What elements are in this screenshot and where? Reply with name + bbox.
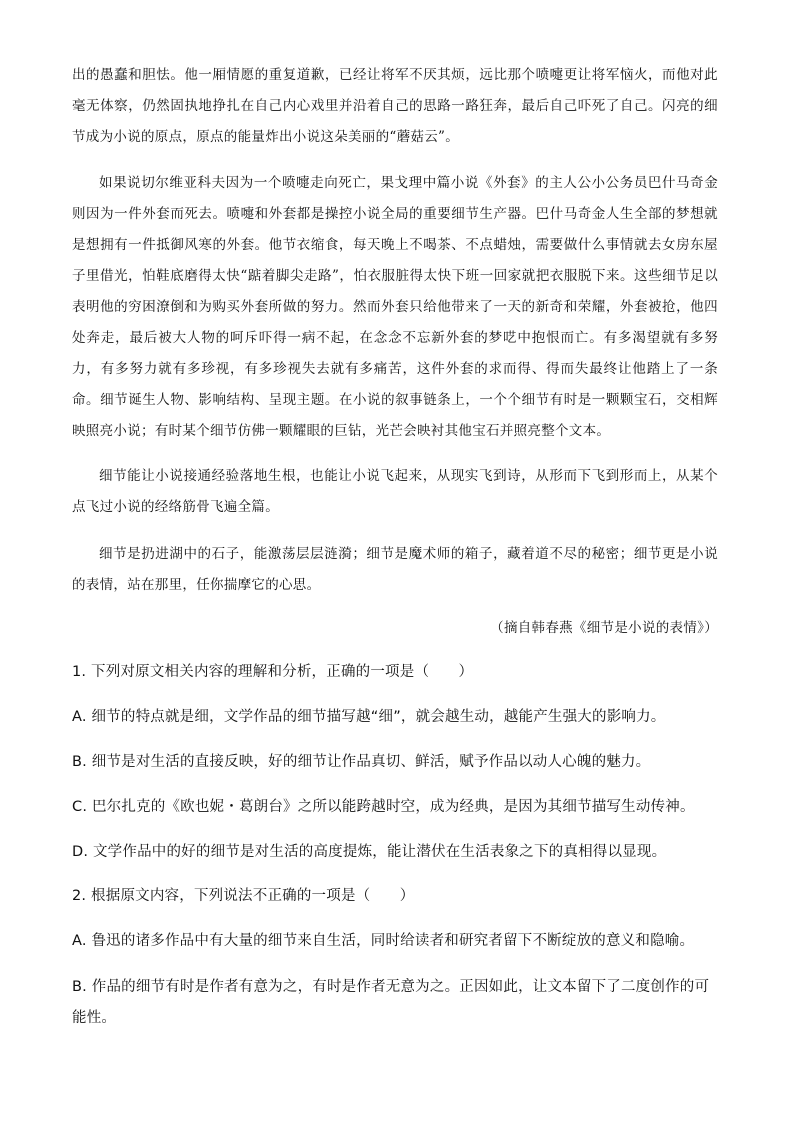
passage-paragraph: 细节是扔进湖中的石子，能激荡层层涟漪；细节是魔术师的箱子，藏着道不尽的秘密；细节更是小说的表情，站在那里，任你揣摩它的心思。	[72, 546, 718, 593]
question-1-option-a: A. 细节的特点就是细，文学作品的细节描写越“细”，就会越生动，越能产生强大的影响力。	[72, 709, 666, 725]
passage-paragraph: 如果说切尔维亚科夫因为一个喷嚏走向死亡，果戈理中篇小说《外套》的主人公小公务员巴什马奇金则因为一件外套而死去。喷嚏和外套都是操控小说全局的重要细节生产器。巴什马奇金人生全部的梦想就是想拥有一件抵御风寒的外套。他节衣缩食，每天晚上不喝茶、不点蜡烛，需要做什么事情就去女房东屋子里借光，怕鞋底磨得太快“踮着脚尖走路”，怕衣服脏得太快下班一回家就把衣服脱下来。这些细节足以表明他的穷困潦倒和为购买外套所做的努力。然而外套只给他带来了一天的新奇和荣耀，外套被抢，他四处奔走，最后被大人物的呵斥吓得一病不起，在念念不忘新外套的梦呓中抱恨而亡。有多渴望就有多努力，有多努力就有多珍视，有多珍视失去就有多痛苦，这件外套的求而得、得而失最终让他踏上了一条命。细节诞生人物、影响结构、呈现主题。在小说的叙事链条上，一个个细节有时是一颗颗宝石，交相辉映照亮小说；有时某个细节仿佛一颗耀眼的巨钻，光芒会映衬其他宝石并照亮整个文本。	[72, 175, 718, 439]
passage-source: （摘自韩春燕《细节是小说的表情》）	[490, 620, 718, 636]
question-1-stem: 1. 下列对原文相关内容的理解和分析，正确的一项是（ ）	[72, 664, 474, 680]
question-1-option-b: B. 细节是对生活的直接反映，好的细节让作品真切、鲜活，赋予作品以动人心魄的魅力。	[72, 754, 651, 770]
passage-paragraph: 细节能让小说接通经验落地生根，也能让小说飞起来，从现实飞到诗，从形而下飞到形而上，从某个点飞过小说的经络筋骨飞遍全篇。	[72, 468, 718, 515]
question-1-option-d: D. 文学作品中的好的细节是对生活的高度提炼，能让潜伏在生活表象之下的真相得以显现。	[72, 844, 667, 860]
question-2-stem: 2. 根据原文内容，下列说法不正确的一项是（ ）	[72, 888, 415, 904]
question-2-option-a: A. 鲁迅的诸多作品中有大量的细节来自生活，同时给读者和研究者留下不断绽放的意义和隐喻。	[72, 933, 695, 949]
question-1-option-c: C. 巴尔扎克的《欧也妮・葛朗台》之所以能跨越时空，成为经典，是因为其细节描写生动传神。	[72, 799, 695, 815]
question-2-option-b: B. 作品的细节有时是作者有意为之，有时是作者无意为之。正因如此，让文本留下了二度创作的可能性。	[72, 979, 710, 1026]
passage-paragraph: 出的愚蠢和胆怯。他一厢情愿的重复道歉，已经让将军不厌其烦，远比那个喷嚏更让将军恼火，而他对此毫无体察，仍然固执地挣扎在自己内心戏里并沿着自己的思路一路狂奔，最后自己吓死了自己。闪亮的细节成为小说的原点，原点的能量炸出小说这朵美丽的“蘑菇云”。	[72, 67, 718, 145]
